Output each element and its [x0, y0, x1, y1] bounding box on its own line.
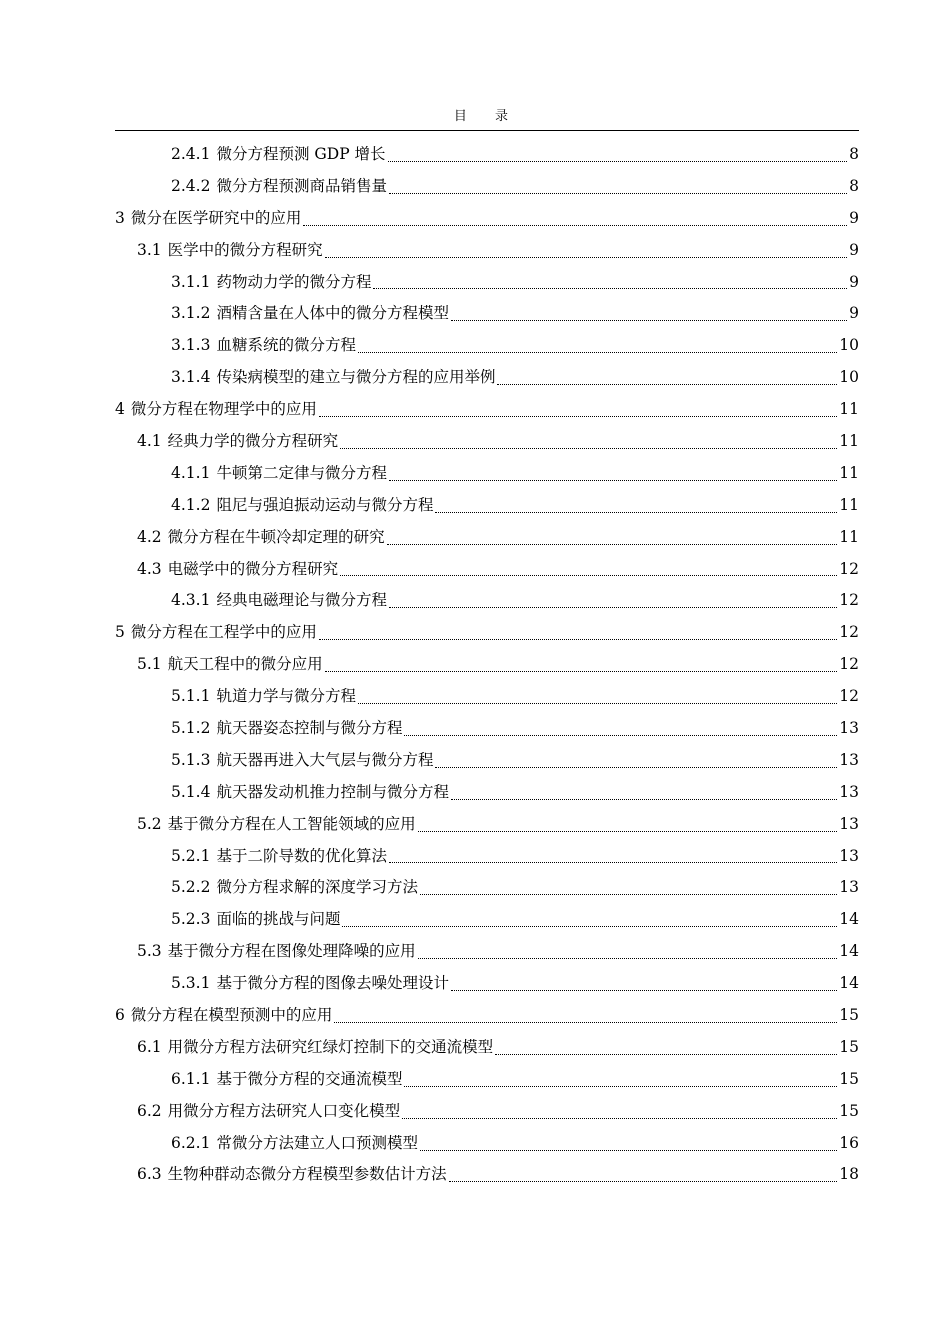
toc-entry[interactable]: [115, 872, 859, 904]
toc-entry-page: 13: [839, 782, 859, 801]
toc-dot-leader: [404, 1086, 837, 1087]
toc-dot-leader: [435, 512, 837, 513]
toc-entry-title: 微分方程在工程学中的应用: [130, 623, 317, 642]
toc-entry-title: 生物种群动态微分方程模型参数估计方法: [167, 1165, 447, 1184]
toc-entry-number: 3.1.3: [171, 336, 211, 355]
toc-entry[interactable]: [115, 1096, 859, 1128]
toc-entry-page: 10: [839, 336, 859, 355]
toc-entry-title: 经典电磁理论与微分方程: [216, 591, 387, 610]
toc-entry-number: 4.3: [137, 559, 162, 578]
toc-dot-leader: [495, 1054, 837, 1055]
toc-entry-page: 8: [849, 144, 859, 163]
toc-entry[interactable]: [115, 235, 859, 267]
toc-entry-number: 4.2: [137, 527, 162, 546]
toc-entry-page: 8: [849, 176, 859, 195]
toc-entry[interactable]: [115, 267, 859, 299]
toc-entry-number: 5.1.1: [171, 687, 211, 706]
toc-entry-title: 微分方程求解的深度学习方法: [216, 878, 418, 897]
toc-dot-leader: [402, 1118, 837, 1119]
toc-entry[interactable]: [115, 968, 859, 1000]
toc-entry-number: 3.1: [137, 240, 162, 259]
toc-entry-page: 11: [839, 495, 859, 514]
toc-entry[interactable]: [115, 713, 859, 745]
header-title: 目 录: [453, 109, 521, 124]
toc-entry-number: 5: [115, 623, 125, 642]
toc-dot-leader: [319, 639, 837, 640]
toc-entry-page: 13: [839, 846, 859, 865]
toc-dot-leader: [389, 607, 837, 608]
toc-entry-title: 微分方程预测 GDP 增长: [216, 144, 386, 163]
toc-dot-leader: [358, 352, 837, 353]
toc-dot-leader: [340, 575, 837, 576]
toc-entry[interactable]: [115, 394, 859, 426]
toc-entry-page: 16: [839, 1133, 859, 1152]
toc-entry[interactable]: [115, 777, 859, 809]
toc-entry-title: 用微分方程方法研究红绿灯控制下的交通流模型: [167, 1037, 494, 1056]
toc-entry[interactable]: [115, 1160, 859, 1192]
toc-entry-title: 基于微分方程的图像去噪处理设计: [216, 974, 449, 993]
toc-dot-leader: [334, 1022, 837, 1023]
toc-entry[interactable]: [115, 298, 859, 330]
toc-entry-title: 微分在医学研究中的应用: [130, 208, 302, 227]
toc-entry-title: 用微分方程方法研究人口变化模型: [167, 1101, 401, 1120]
toc-entry-title: 经典力学的微分方程研究: [167, 432, 339, 450]
toc-entry[interactable]: [115, 745, 859, 777]
toc-entry[interactable]: [115, 809, 859, 841]
toc-entry[interactable]: [115, 203, 859, 235]
toc-entry[interactable]: [115, 1000, 859, 1032]
toc-dot-leader: [404, 735, 837, 736]
toc-entry-number: 4.1: [137, 432, 162, 450]
toc-entry-number: 5.1: [137, 655, 162, 674]
toc-entry-page: 15: [839, 1037, 859, 1056]
toc-entry-title: 电磁学中的微分方程研究: [167, 559, 339, 578]
toc-entry-number: 4: [115, 400, 125, 419]
toc-entry-page: 12: [839, 687, 859, 706]
toc-entry-number: 5.3.1: [171, 974, 211, 993]
toc-entry-title: 牛顿第二定律与微分方程: [216, 463, 387, 482]
toc-entry-title: 微分方程在物理学中的应用: [130, 400, 317, 419]
toc-entry-number: 2.4.2: [171, 176, 211, 195]
toc-entry-title: 药物动力学的微分方程: [216, 272, 372, 291]
toc-entry-page: 11: [839, 432, 859, 450]
toc-entry-page: 11: [839, 527, 859, 546]
toc-dot-leader: [303, 225, 847, 226]
toc-entry-title: 阻尼与强迫振动运动与微分方程: [216, 495, 434, 514]
toc-entry[interactable]: [115, 841, 859, 873]
toc-entry-number: 5.1.4: [171, 782, 211, 801]
toc-entry[interactable]: [115, 1128, 859, 1160]
toc-entry-number: 4.3.1: [171, 591, 211, 610]
toc-entry-page: 10: [839, 368, 859, 387]
toc-entry[interactable]: [115, 617, 859, 649]
toc-dot-leader: [342, 926, 837, 927]
toc-entry[interactable]: [115, 139, 859, 171]
toc-entry[interactable]: [115, 904, 859, 936]
toc-entry[interactable]: [115, 426, 859, 458]
toc-entry-number: 6.1.1: [171, 1069, 211, 1088]
toc-entry-number: 6.3: [137, 1165, 162, 1184]
toc-entry-page: 13: [839, 719, 859, 738]
toc-dot-leader: [389, 193, 847, 194]
toc-entry[interactable]: [115, 649, 859, 681]
toc-entry-title: 基于微分方程的交通流模型: [216, 1069, 403, 1088]
toc-entry-page: 13: [839, 814, 859, 833]
toc-dot-leader: [435, 767, 837, 768]
toc-entry-number: 5.2: [137, 814, 162, 833]
toc-entry-title: 航天工程中的微分应用: [167, 655, 323, 674]
toc-entry-page: 11: [839, 400, 859, 419]
toc-entry-page: 15: [839, 1069, 859, 1088]
toc-entry-title: 传染病模型的建立与微分方程的应用举例: [216, 368, 496, 387]
toc-entry-number: 2.4.1: [171, 144, 211, 163]
toc-entry[interactable]: [115, 681, 859, 713]
toc-entry-title: 基于微分方程在图像处理降噪的应用: [167, 942, 416, 961]
toc-entry-title: 医学中的微分方程研究: [167, 240, 323, 259]
toc-entry-page: 13: [839, 750, 859, 769]
toc-entry-number: 6: [115, 1006, 125, 1025]
toc-entry-page: 11: [839, 463, 859, 482]
toc-entry-page: 15: [839, 1101, 859, 1120]
toc-entry-page: 12: [839, 655, 859, 674]
toc-dot-leader: [418, 831, 838, 832]
toc-dot-leader: [388, 161, 847, 162]
toc-entry-page: 14: [839, 942, 859, 961]
toc-entry-page: 14: [839, 974, 859, 993]
toc-entry-number: 5.2.1: [171, 846, 211, 865]
toc-dot-leader: [387, 544, 838, 545]
toc-dot-leader: [451, 990, 837, 991]
toc-entry-number: 5.1.3: [171, 750, 211, 769]
toc-dot-leader: [325, 257, 847, 258]
toc-entry[interactable]: [115, 458, 859, 490]
table-of-contents: [115, 139, 859, 1191]
toc-entry-number: 6.2.1: [171, 1133, 211, 1152]
toc-entry-title: 基于二阶导数的优化算法: [216, 846, 387, 865]
toc-entry-number: 5.1.2: [171, 719, 211, 738]
toc-entry-page: 9: [849, 208, 859, 227]
toc-entry-number: 6.2: [137, 1101, 162, 1120]
toc-entry-title: 酒精含量在人体中的微分方程模型: [216, 304, 449, 323]
toc-entry[interactable]: [115, 171, 859, 203]
toc-entry[interactable]: [115, 1064, 859, 1096]
toc-entry-number: 4.1.2: [171, 495, 211, 514]
toc-entry-title: 常微分方法建立人口预测模型: [216, 1133, 418, 1152]
toc-entry-page: 12: [839, 591, 859, 610]
toc-dot-leader: [389, 480, 837, 481]
toc-dot-leader: [389, 862, 837, 863]
toc-entry[interactable]: [115, 522, 859, 554]
toc-entry[interactable]: [115, 490, 859, 522]
toc-dot-leader: [418, 958, 838, 959]
toc-dot-leader: [373, 288, 847, 289]
toc-entry-number: 5.2.2: [171, 878, 211, 897]
toc-entry-title: 面临的挑战与问题: [216, 910, 341, 929]
toc-entry[interactable]: [115, 330, 859, 362]
toc-entry-number: 3.1.4: [171, 368, 211, 387]
toc-entry-title: 微分方程预测商品销售量: [216, 176, 387, 195]
toc-dot-leader: [325, 671, 838, 672]
toc-entry-page: 9: [849, 240, 859, 259]
toc-dot-leader: [420, 894, 837, 895]
toc-entry-title: 微分方程在牛顿冷却定理的研究: [167, 527, 385, 546]
toc-dot-leader: [358, 703, 837, 704]
toc-entry-page: 15: [839, 1006, 859, 1025]
toc-dot-leader: [451, 320, 847, 321]
toc-entry-number: 3: [115, 208, 125, 227]
toc-entry-page: 12: [839, 623, 859, 642]
page-header: [115, 106, 859, 131]
toc-dot-leader: [340, 448, 837, 449]
toc-entry-page: 9: [849, 304, 859, 323]
toc-entry-title: 血糖系统的微分方程: [216, 336, 356, 355]
toc-entry-page: 14: [839, 910, 859, 929]
toc-dot-leader: [420, 1150, 837, 1151]
toc-entry-title: 轨道力学与微分方程: [216, 687, 356, 706]
toc-entry-number: 3.1.2: [171, 304, 211, 323]
toc-entry[interactable]: [115, 554, 859, 586]
toc-entry-page: 9: [849, 272, 859, 291]
toc-entry-number: 6.1: [137, 1037, 162, 1056]
toc-entry-title: 航天器姿态控制与微分方程: [216, 719, 403, 738]
toc-entry-title: 微分方程在模型预测中的应用: [130, 1006, 333, 1025]
toc-dot-leader: [449, 1181, 838, 1182]
toc-entry-number: 5.2.3: [171, 910, 211, 929]
toc-entry-title: 基于微分方程在人工智能领域的应用: [167, 814, 416, 833]
toc-entry-number: 3.1.1: [171, 272, 211, 291]
toc-entry[interactable]: [115, 936, 859, 968]
toc-entry-page: 18: [839, 1165, 859, 1184]
toc-entry[interactable]: [115, 585, 859, 617]
toc-dot-leader: [319, 416, 837, 417]
toc-dot-leader: [497, 384, 837, 385]
toc-entry-title: 航天器发动机推力控制与微分方程: [216, 782, 449, 801]
toc-entry-page: 12: [839, 559, 859, 578]
toc-entry-number: 4.1.1: [171, 463, 211, 482]
toc-entry-number: 5.3: [137, 942, 162, 961]
toc-entry[interactable]: [115, 362, 859, 394]
toc-dot-leader: [451, 799, 837, 800]
toc-entry-page: 13: [839, 878, 859, 897]
toc-entry[interactable]: [115, 1032, 859, 1064]
toc-entry-title: 航天器再进入大气层与微分方程: [216, 750, 434, 769]
